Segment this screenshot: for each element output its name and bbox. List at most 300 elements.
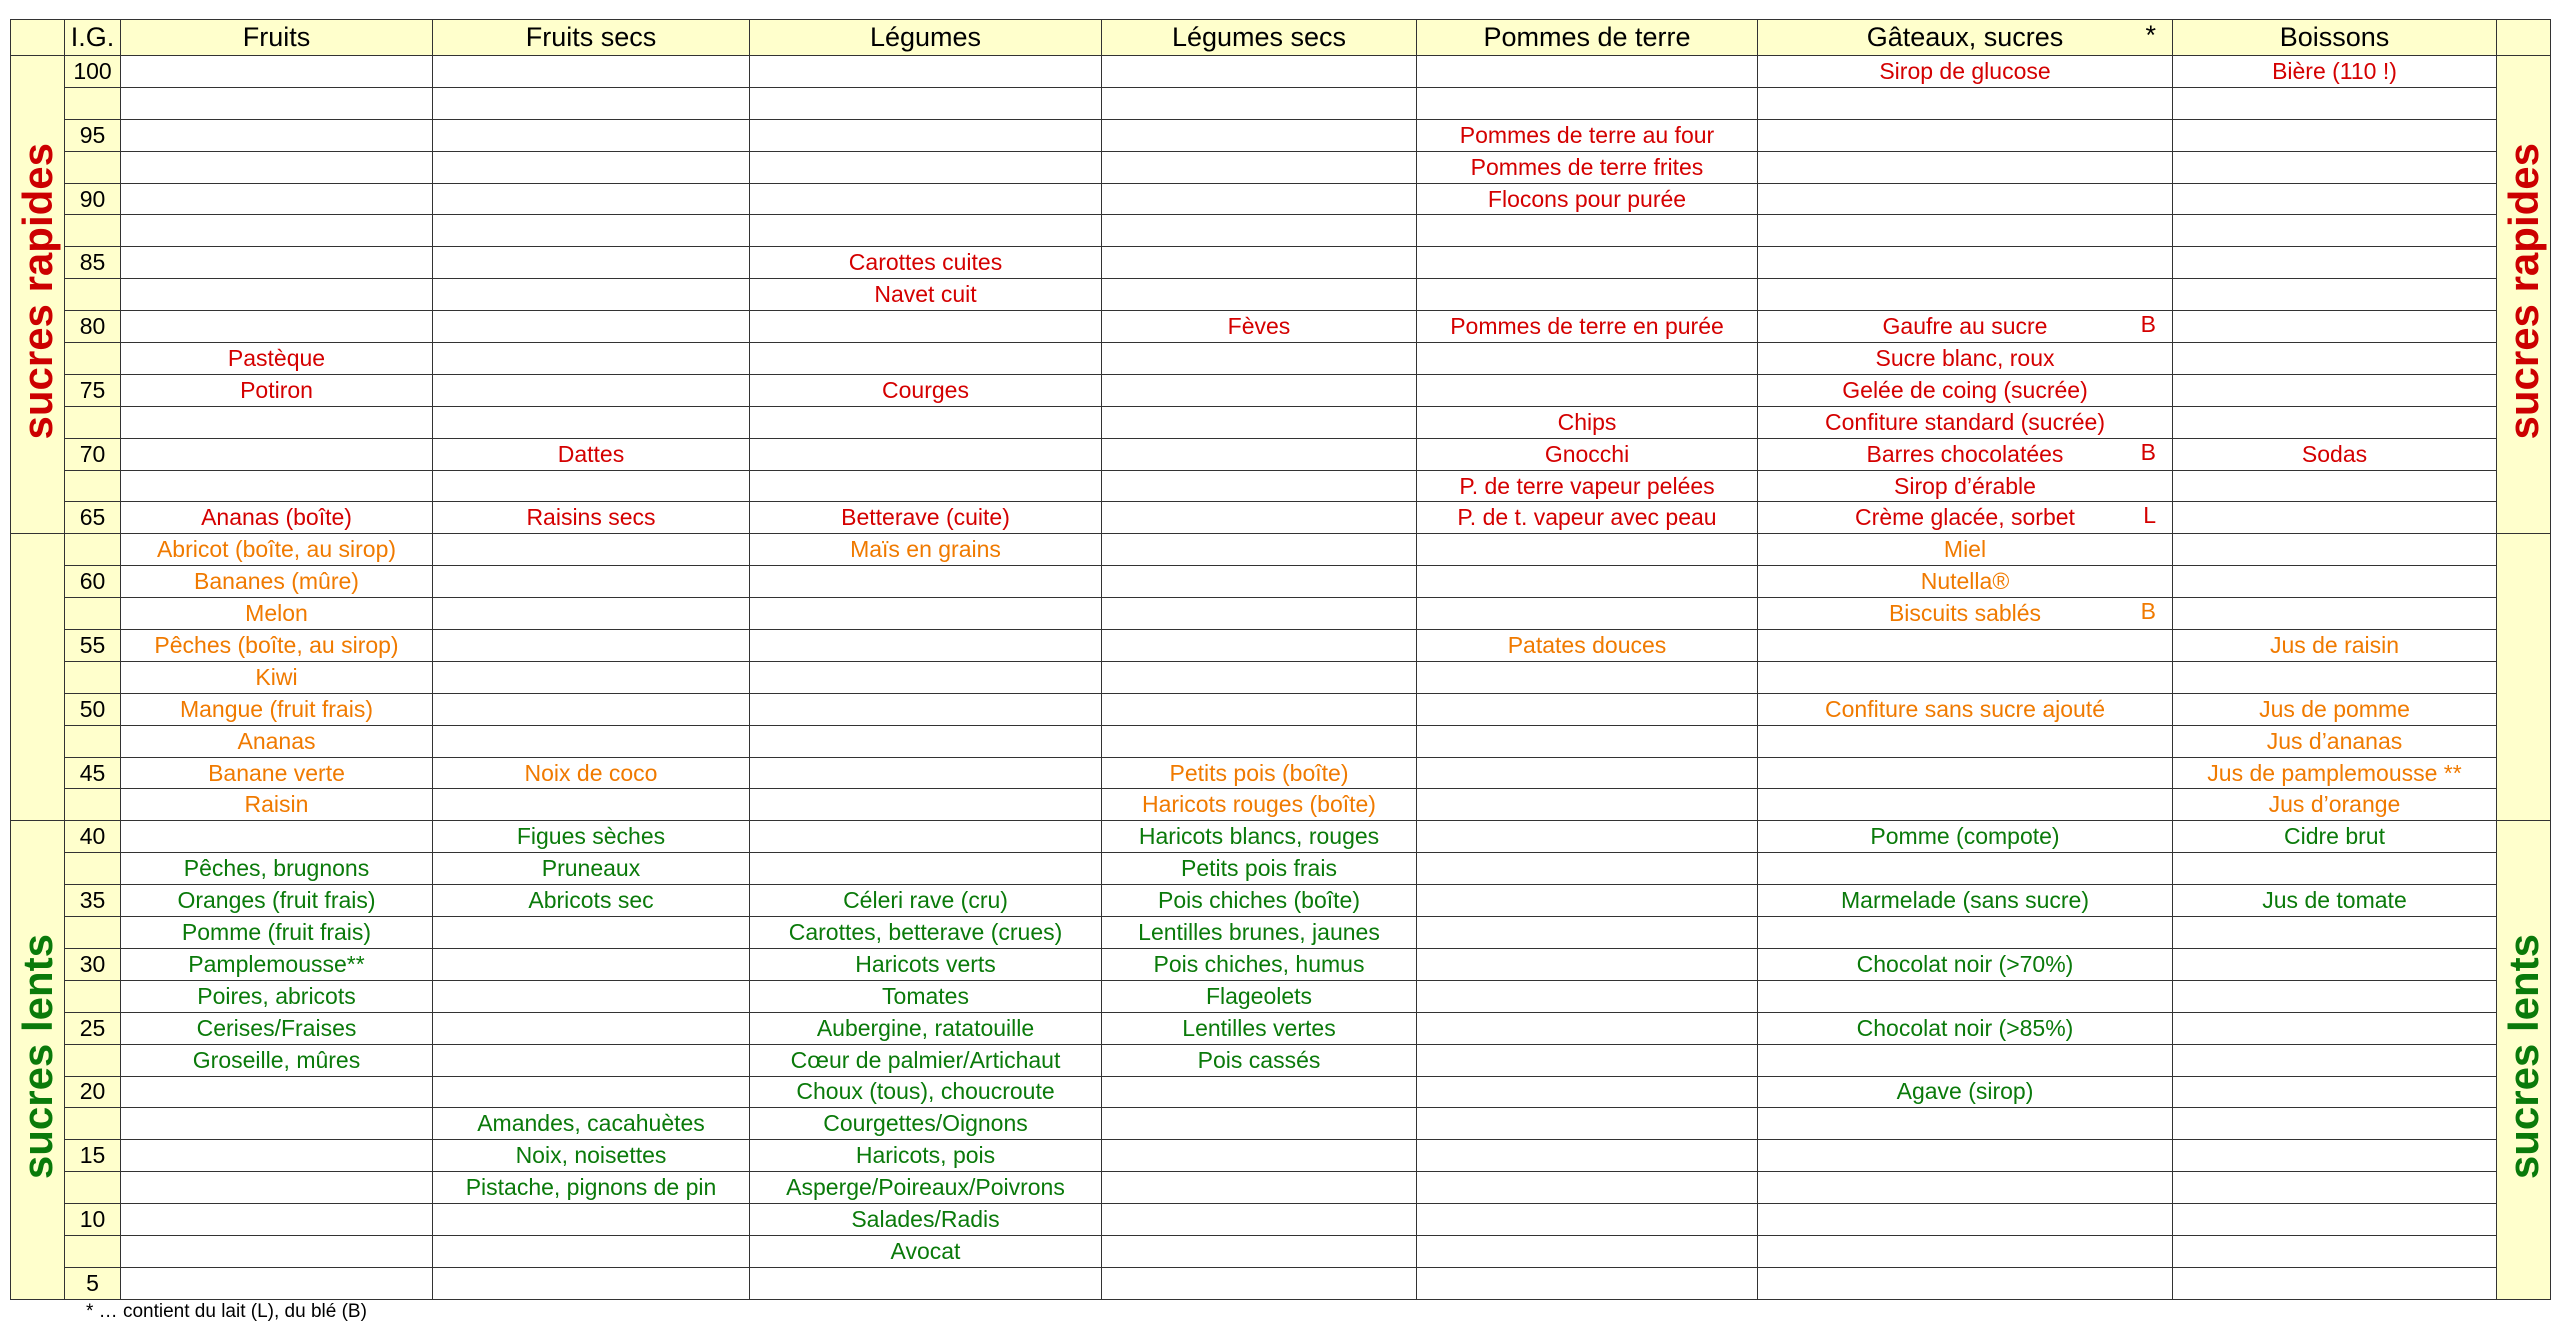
- ig-value: 95: [65, 119, 121, 151]
- ig-value: [65, 151, 121, 183]
- ig-value: 45: [65, 757, 121, 789]
- ig-value: [65, 980, 121, 1012]
- cell-fruits-secs: [433, 980, 750, 1012]
- cell-legumes-secs: [1102, 502, 1417, 534]
- table-row: [11, 789, 2551, 821]
- cell-pommes-de-terre: Pommes de terre en purée: [1417, 311, 1758, 343]
- cell-boissons: [2173, 470, 2497, 502]
- cell-legumes: [750, 311, 1102, 343]
- ig-value: 5: [65, 1267, 121, 1299]
- cell-fruits-secs: [433, 470, 750, 502]
- table-row: [11, 725, 2551, 757]
- cell-boissons: [2173, 406, 2497, 438]
- cell-pommes-de-terre: [1417, 1076, 1758, 1108]
- cell-boissons: Jus d’orange: [2173, 789, 2497, 821]
- cell-pommes-de-terre: [1417, 1140, 1758, 1172]
- cell-pommes-de-terre: [1417, 374, 1758, 406]
- cell-legumes: Courgettes/Oignons: [750, 1108, 1102, 1140]
- side-label-right-slow: [2497, 821, 2551, 1299]
- cell-fruits-secs: [433, 661, 750, 693]
- cell-pommes-de-terre: [1417, 279, 1758, 311]
- cell-fruits-secs: Dattes: [433, 438, 750, 470]
- cell-boissons: Jus de tomate: [2173, 885, 2497, 917]
- cell-legumes: [750, 566, 1102, 598]
- cell-pommes-de-terre: [1417, 757, 1758, 789]
- cell-fruits: Banane verte: [121, 757, 433, 789]
- cell-legumes-secs: [1102, 119, 1417, 151]
- cell-legumes-secs: [1102, 151, 1417, 183]
- cell-pommes-de-terre: [1417, 1012, 1758, 1044]
- cell-boissons: [2173, 183, 2497, 215]
- cell-fruits-secs: [433, 1076, 750, 1108]
- cell-fruits-secs: Raisins secs: [433, 502, 750, 534]
- cell-gateaux-sucres: [1758, 598, 2173, 630]
- cell-fruits-secs: [433, 725, 750, 757]
- cell-pommes-de-terre: Patates douces: [1417, 630, 1758, 662]
- cell-gateaux-sucres: [1758, 661, 2173, 693]
- cell-fruits: [121, 1204, 433, 1236]
- header-legumes: Légumes: [750, 20, 1102, 56]
- cell-legumes-secs: [1102, 470, 1417, 502]
- cell-gateaux-sucres: [1758, 1012, 2173, 1044]
- cell-fruits-secs: Figues sèches: [433, 821, 750, 853]
- header-ig: I.G.: [65, 20, 121, 56]
- cell-legumes-secs: [1102, 1108, 1417, 1140]
- cell-boissons: [2173, 1076, 2497, 1108]
- table-row: [11, 1204, 2551, 1236]
- cell-legumes: Cœur de palmier/Artichaut: [750, 1044, 1102, 1076]
- cell-legumes: Courges: [750, 374, 1102, 406]
- cell-pommes-de-terre: [1417, 1044, 1758, 1076]
- cell-fruits-secs: [433, 917, 750, 949]
- cell-boissons: [2173, 661, 2497, 693]
- header-corner-left: [11, 20, 65, 56]
- cell-legumes: [750, 693, 1102, 725]
- cell-text: Sucre blanc, roux: [1875, 344, 2055, 371]
- cell-gateaux-sucres: [1758, 1140, 2173, 1172]
- cell-gateaux-sucres: [1758, 1172, 2173, 1204]
- cell-legumes-secs: [1102, 693, 1417, 725]
- cell-legumes-secs: [1102, 56, 1417, 88]
- ig-value: [65, 598, 121, 630]
- allergen-marker: L: [2143, 502, 2156, 529]
- cell-legumes-secs: [1102, 725, 1417, 757]
- cell-fruits: [121, 1108, 433, 1140]
- cell-fruits-secs: [433, 598, 750, 630]
- cell-legumes-secs: [1102, 438, 1417, 470]
- cell-fruits: [121, 438, 433, 470]
- cell-fruits-secs: Noix de coco: [433, 757, 750, 789]
- cell-legumes: [750, 630, 1102, 662]
- cell-legumes-secs: [1102, 183, 1417, 215]
- cell-legumes-secs: Lentilles brunes, jaunes: [1102, 917, 1417, 949]
- cell-pommes-de-terre: [1417, 948, 1758, 980]
- header-row: [11, 20, 2551, 56]
- cell-pommes-de-terre: [1417, 1108, 1758, 1140]
- cell-boissons: [2173, 566, 2497, 598]
- cell-boissons: [2173, 374, 2497, 406]
- cell-gateaux-sucres: [1758, 247, 2173, 279]
- cell-pommes-de-terre: [1417, 725, 1758, 757]
- cell-boissons: [2173, 1235, 2497, 1267]
- cell-text: Gelée de coing (sucrée): [1842, 376, 2088, 403]
- cell-gateaux-sucres: [1758, 183, 2173, 215]
- cell-legumes-secs: [1102, 534, 1417, 566]
- cell-boissons: Bière (110 !): [2173, 56, 2497, 88]
- side-label-text: sucres lents: [2499, 934, 2547, 1180]
- cell-text: Chocolat noir (>70%): [1856, 950, 2074, 977]
- cell-fruits: Pastèque: [121, 343, 433, 375]
- cell-legumes-secs: Pois chiches (boîte): [1102, 885, 1417, 917]
- cell-legumes: Céleri rave (cru): [750, 885, 1102, 917]
- cell-fruits: Cerises/Fraises: [121, 1012, 433, 1044]
- ig-value: [65, 406, 121, 438]
- cell-text: Barres chocolatées: [1866, 440, 2064, 467]
- allergen-marker: B: [2140, 311, 2156, 338]
- cell-fruits-secs: [433, 1204, 750, 1236]
- cell-pommes-de-terre: [1417, 885, 1758, 917]
- cell-fruits: [121, 470, 433, 502]
- cell-pommes-de-terre: P. de terre vapeur pelées: [1417, 470, 1758, 502]
- cell-boissons: [2173, 87, 2497, 119]
- side-label-text: sucres rapides: [13, 143, 61, 440]
- cell-legumes: Avocat: [750, 1235, 1102, 1267]
- cell-pommes-de-terre: [1417, 821, 1758, 853]
- cell-boissons: [2173, 151, 2497, 183]
- cell-pommes-de-terre: [1417, 980, 1758, 1012]
- cell-legumes: [750, 598, 1102, 630]
- header-pommes-de-terre: Pommes de terre: [1417, 20, 1758, 56]
- cell-legumes-secs: [1102, 1204, 1417, 1236]
- cell-fruits: [121, 87, 433, 119]
- cell-boissons: [2173, 279, 2497, 311]
- cell-legumes: [750, 725, 1102, 757]
- cell-boissons: Jus de raisin: [2173, 630, 2497, 662]
- ig-value: 10: [65, 1204, 121, 1236]
- table-row: [11, 1235, 2551, 1267]
- ig-value: [65, 215, 121, 247]
- table-row: [11, 1267, 2551, 1299]
- cell-text: Gaufre au sucre: [1882, 313, 2048, 340]
- ig-value: [65, 853, 121, 885]
- cell-gateaux-sucres: [1758, 853, 2173, 885]
- ig-value: [65, 661, 121, 693]
- cell-fruits-secs: [433, 119, 750, 151]
- cell-gateaux-sucres: [1758, 87, 2173, 119]
- side-label-right-medium: [2497, 534, 2551, 821]
- cell-boissons: [2173, 598, 2497, 630]
- ig-value: 70: [65, 438, 121, 470]
- cell-legumes: [750, 183, 1102, 215]
- table-row: [11, 566, 2551, 598]
- cell-legumes: [750, 470, 1102, 502]
- table-body: [11, 56, 2551, 1300]
- cell-fruits-secs: [433, 566, 750, 598]
- cell-gateaux-sucres: [1758, 311, 2173, 343]
- cell-pommes-de-terre: [1417, 853, 1758, 885]
- ig-value: 30: [65, 948, 121, 980]
- header-fruits-secs: Fruits secs: [433, 20, 750, 56]
- cell-text: Pomme (compote): [1870, 823, 2060, 850]
- ig-value: 25: [65, 1012, 121, 1044]
- cell-pommes-de-terre: [1417, 917, 1758, 949]
- cell-text: Chocolat noir (>85%): [1856, 1014, 2074, 1041]
- cell-pommes-de-terre: [1417, 343, 1758, 375]
- ig-value: 40: [65, 821, 121, 853]
- allergen-marker: B: [2140, 598, 2156, 625]
- cell-legumes: Maïs en grains: [750, 534, 1102, 566]
- cell-boissons: [2173, 311, 2497, 343]
- cell-boissons: [2173, 534, 2497, 566]
- cell-boissons: [2173, 1267, 2497, 1299]
- cell-gateaux-sucres: [1758, 1235, 2173, 1267]
- cell-fruits-secs: [433, 311, 750, 343]
- cell-legumes-secs: [1102, 87, 1417, 119]
- cell-legumes-secs: [1102, 1140, 1417, 1172]
- cell-pommes-de-terre: Chips: [1417, 406, 1758, 438]
- cell-fruits: [121, 215, 433, 247]
- ig-value: 60: [65, 566, 121, 598]
- cell-boissons: [2173, 215, 2497, 247]
- cell-pommes-de-terre: [1417, 661, 1758, 693]
- ig-value: 100: [65, 56, 121, 88]
- header-legumes-secs: Légumes secs: [1102, 20, 1417, 56]
- cell-fruits: Abricot (boîte, au sirop): [121, 534, 433, 566]
- cell-fruits: [121, 821, 433, 853]
- table-row: [11, 1108, 2551, 1140]
- cell-fruits-secs: [433, 948, 750, 980]
- cell-fruits: [121, 1267, 433, 1299]
- cell-text: Marmelade (sans sucre): [1841, 887, 2089, 914]
- cell-fruits-secs: [433, 789, 750, 821]
- cell-legumes: Choux (tous), choucroute: [750, 1076, 1102, 1108]
- ig-value: [65, 279, 121, 311]
- cell-gateaux-sucres: [1758, 56, 2173, 88]
- cell-text: Crème glacée, sorbet: [1855, 504, 2075, 531]
- cell-legumes: [750, 215, 1102, 247]
- cell-fruits: [121, 406, 433, 438]
- cell-legumes-secs: [1102, 1076, 1417, 1108]
- cell-fruits: [121, 1076, 433, 1108]
- cell-boissons: [2173, 917, 2497, 949]
- cell-fruits: [121, 183, 433, 215]
- cell-pommes-de-terre: Flocons pour purée: [1417, 183, 1758, 215]
- cell-legumes-secs: [1102, 279, 1417, 311]
- cell-gateaux-sucres: [1758, 566, 2173, 598]
- header-boissons: Boissons: [2173, 20, 2497, 56]
- cell-legumes: [750, 151, 1102, 183]
- cell-legumes-secs: Pois chiches, humus: [1102, 948, 1417, 980]
- cell-pommes-de-terre: [1417, 566, 1758, 598]
- cell-legumes-secs: [1102, 630, 1417, 662]
- cell-fruits-secs: [433, 151, 750, 183]
- cell-fruits: [121, 311, 433, 343]
- cell-pommes-de-terre: [1417, 598, 1758, 630]
- cell-legumes-secs: [1102, 1267, 1417, 1299]
- cell-fruits: [121, 119, 433, 151]
- cell-gateaux-sucres: [1758, 757, 2173, 789]
- ig-value: 55: [65, 630, 121, 662]
- side-label-text: sucres lents: [13, 934, 61, 1180]
- ig-value: [65, 1044, 121, 1076]
- cell-boissons: Jus de pamplemousse **: [2173, 757, 2497, 789]
- cell-pommes-de-terre: P. de t. vapeur avec peau: [1417, 502, 1758, 534]
- table-row: [11, 1076, 2551, 1108]
- header-fruits: Fruits: [121, 20, 433, 56]
- cell-boissons: Jus de pomme: [2173, 693, 2497, 725]
- cell-boissons: [2173, 1044, 2497, 1076]
- cell-fruits: Potiron: [121, 374, 433, 406]
- cell-gateaux-sucres: [1758, 725, 2173, 757]
- table-row: [11, 87, 2551, 119]
- cell-boissons: [2173, 948, 2497, 980]
- cell-legumes: Haricots verts: [750, 948, 1102, 980]
- cell-fruits-secs: [433, 534, 750, 566]
- cell-legumes: Navet cuit: [750, 279, 1102, 311]
- cell-fruits: [121, 1172, 433, 1204]
- ig-value: [65, 87, 121, 119]
- cell-boissons: [2173, 502, 2497, 534]
- cell-gateaux-sucres: [1758, 821, 2173, 853]
- cell-fruits-secs: [433, 343, 750, 375]
- cell-text: Confiture sans sucre ajouté: [1825, 695, 2105, 722]
- header-corner-right: [2497, 20, 2551, 56]
- cell-legumes: Carottes, betterave (crues): [750, 917, 1102, 949]
- cell-pommes-de-terre: [1417, 1204, 1758, 1236]
- cell-gateaux-sucres: [1758, 534, 2173, 566]
- cell-fruits-secs: [433, 247, 750, 279]
- cell-fruits-secs: [433, 1235, 750, 1267]
- ig-value: 35: [65, 885, 121, 917]
- cell-legumes: [750, 757, 1102, 789]
- cell-legumes-secs: [1102, 374, 1417, 406]
- cell-legumes-secs: [1102, 343, 1417, 375]
- gi-table-container: [10, 19, 2551, 1300]
- cell-legumes-secs: [1102, 1172, 1417, 1204]
- table-row: [11, 1012, 2551, 1044]
- cell-fruits: Mangue (fruit frais): [121, 693, 433, 725]
- cell-boissons: [2173, 1140, 2497, 1172]
- ig-value: [65, 343, 121, 375]
- glycemic-index-table: [10, 19, 2551, 1300]
- cell-legumes: [750, 406, 1102, 438]
- table-row: [11, 821, 2551, 853]
- cell-legumes-secs: [1102, 598, 1417, 630]
- table-row: [11, 502, 2551, 534]
- cell-pommes-de-terre: [1417, 693, 1758, 725]
- cell-boissons: [2173, 1012, 2497, 1044]
- cell-gateaux-sucres: [1758, 1267, 2173, 1299]
- cell-fruits: [121, 1235, 433, 1267]
- allergen-marker: B: [2140, 438, 2156, 465]
- table-row: [11, 948, 2551, 980]
- cell-fruits: Pomme (fruit frais): [121, 917, 433, 949]
- cell-boissons: [2173, 1204, 2497, 1236]
- cell-gateaux-sucres: [1758, 151, 2173, 183]
- cell-fruits-secs: [433, 693, 750, 725]
- cell-fruits: Pêches, brugnons: [121, 853, 433, 885]
- side-label-left-slow: [11, 821, 65, 1299]
- cell-pommes-de-terre: [1417, 1267, 1758, 1299]
- cell-legumes-secs: Fèves: [1102, 311, 1417, 343]
- cell-gateaux-sucres: [1758, 630, 2173, 662]
- cell-gateaux-sucres: [1758, 438, 2173, 470]
- table-row: [11, 374, 2551, 406]
- cell-text: Sirop de glucose: [1879, 57, 2051, 84]
- cell-fruits-secs: [433, 1267, 750, 1299]
- cell-fruits: Ananas (boîte): [121, 502, 433, 534]
- cell-fruits: Poires, abricots: [121, 980, 433, 1012]
- cell-legumes-secs: Petits pois (boîte): [1102, 757, 1417, 789]
- ig-value: [65, 1108, 121, 1140]
- cell-fruits-secs: [433, 56, 750, 88]
- table-row: [11, 853, 2551, 885]
- cell-legumes: [750, 438, 1102, 470]
- header-gateaux-label: Gâteaux, sucres: [1866, 22, 2064, 52]
- cell-legumes-secs: [1102, 247, 1417, 279]
- ig-value: [65, 1172, 121, 1204]
- cell-boissons: Jus d’ananas: [2173, 725, 2497, 757]
- side-label-text: sucres rapides: [2499, 143, 2547, 440]
- cell-gateaux-sucres: [1758, 374, 2173, 406]
- cell-legumes: [750, 789, 1102, 821]
- ig-value: [65, 917, 121, 949]
- header-gateaux-marker: *: [2145, 20, 2156, 50]
- cell-pommes-de-terre: Gnocchi: [1417, 438, 1758, 470]
- table-row: [11, 598, 2551, 630]
- side-label-left-fast: [11, 56, 65, 534]
- cell-fruits-secs: [433, 279, 750, 311]
- cell-legumes: Asperge/Poireaux/Poivrons: [750, 1172, 1102, 1204]
- cell-gateaux-sucres: [1758, 502, 2173, 534]
- cell-fruits-secs: [433, 1044, 750, 1076]
- ig-value: 90: [65, 183, 121, 215]
- cell-legumes: Salades/Radis: [750, 1204, 1102, 1236]
- cell-text: Confiture standard (sucrée): [1825, 408, 2105, 435]
- cell-text: Sirop d’érable: [1894, 472, 2036, 499]
- cell-legumes-secs: [1102, 215, 1417, 247]
- cell-pommes-de-terre: [1417, 215, 1758, 247]
- cell-legumes: [750, 821, 1102, 853]
- cell-fruits: Ananas: [121, 725, 433, 757]
- cell-pommes-de-terre: [1417, 87, 1758, 119]
- table-row: [11, 406, 2551, 438]
- table-row: [11, 183, 2551, 215]
- cell-fruits: Pamplemousse**: [121, 948, 433, 980]
- cell-legumes-secs: [1102, 566, 1417, 598]
- cell-legumes-secs: [1102, 661, 1417, 693]
- cell-fruits-secs: [433, 87, 750, 119]
- cell-legumes: [750, 343, 1102, 375]
- cell-boissons: [2173, 247, 2497, 279]
- cell-gateaux-sucres: [1758, 693, 2173, 725]
- cell-legumes-secs: Petits pois frais: [1102, 853, 1417, 885]
- ig-value: 80: [65, 311, 121, 343]
- cell-legumes: Aubergine, ratatouille: [750, 1012, 1102, 1044]
- header-gateaux-sucres: [1758, 20, 2173, 56]
- ig-value: [65, 725, 121, 757]
- ig-value: [65, 534, 121, 566]
- ig-value: [65, 789, 121, 821]
- cell-fruits-secs: [433, 1012, 750, 1044]
- cell-pommes-de-terre: [1417, 1235, 1758, 1267]
- table-row: [11, 693, 2551, 725]
- footnote: * … contient du lait (L), du blé (B): [86, 1301, 367, 1322]
- table-row: [11, 311, 2551, 343]
- table-row: [11, 279, 2551, 311]
- table-row: [11, 56, 2551, 88]
- ig-value: 65: [65, 502, 121, 534]
